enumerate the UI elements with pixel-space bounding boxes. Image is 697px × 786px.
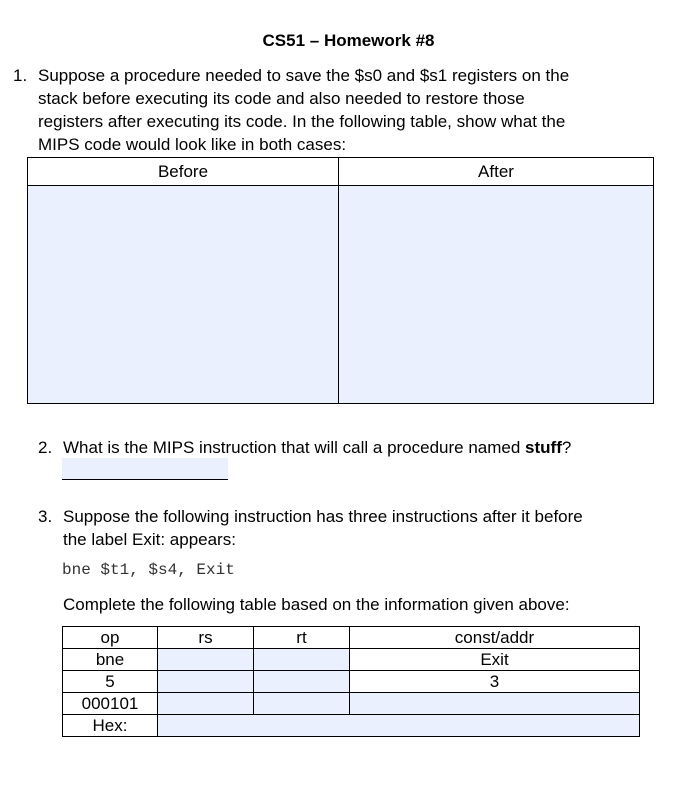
question-line: the label Exit: appears: [63, 530, 236, 549]
after-header: After [339, 158, 654, 186]
table-instruction: Complete the following table based on the information given above: [63, 595, 570, 614]
table-row [63, 649, 640, 671]
table-row [63, 671, 640, 693]
question-line: Suppose the following instruction has three instructions after it before [63, 507, 583, 526]
op-cell: bne [63, 649, 158, 671]
rs-field[interactable] [158, 693, 254, 715]
table-row [63, 693, 640, 715]
after-answer-field[interactable] [339, 186, 654, 404]
question-text [63, 505, 583, 551]
q2-answer-field[interactable] [62, 458, 228, 480]
op-cell: 5 [63, 671, 158, 693]
table-header-row [63, 627, 640, 649]
code-snippet: bne $t1, $s4, Exit [62, 561, 235, 579]
header-rt: rt [254, 627, 350, 649]
before-header: Before [28, 158, 339, 186]
question-text [63, 436, 571, 459]
const-addr-field[interactable] [350, 693, 640, 715]
question-suffix: ? [561, 438, 572, 457]
header-rs: rs [158, 627, 254, 649]
page-title: CS51 – Homework #8 [262, 31, 435, 50]
question-number: 3. [38, 507, 53, 526]
rt-field[interactable] [254, 649, 350, 671]
header-op: op [63, 627, 158, 649]
question-line: stack before executing its code and also needed to restore those [38, 89, 525, 108]
question-text [38, 64, 569, 156]
const-addr-cell: 3 [350, 671, 640, 693]
question-2 [38, 436, 678, 460]
question-line: Suppose a procedure needed to save the $s0 and $s1 registers on the [38, 66, 570, 85]
header-const-addr: const/addr [350, 627, 640, 649]
hex-field[interactable] [158, 715, 640, 737]
rs-field[interactable] [158, 649, 254, 671]
op-cell: 000101 [63, 693, 158, 715]
question-prefix: What is the MIPS instruction that will call a procedure named [63, 438, 526, 457]
table-row-hex [63, 715, 640, 737]
question-line: MIPS code would look like in both cases: [38, 135, 347, 154]
procedure-name: stuff [525, 438, 562, 457]
before-answer-field[interactable] [28, 186, 339, 404]
question-line: registers after executing its code. In the following table, show what the [38, 112, 566, 131]
question-3 [38, 505, 678, 553]
rt-field[interactable] [254, 671, 350, 693]
question-1 [13, 64, 673, 156]
before-after-table [27, 157, 654, 404]
question-number: 1. [13, 66, 28, 85]
hex-label: Hex: [63, 715, 158, 737]
const-addr-cell: Exit [350, 649, 640, 671]
rs-field[interactable] [158, 671, 254, 693]
instruction-table [62, 626, 640, 737]
rt-field[interactable] [254, 693, 350, 715]
question-number: 2. [38, 438, 53, 457]
